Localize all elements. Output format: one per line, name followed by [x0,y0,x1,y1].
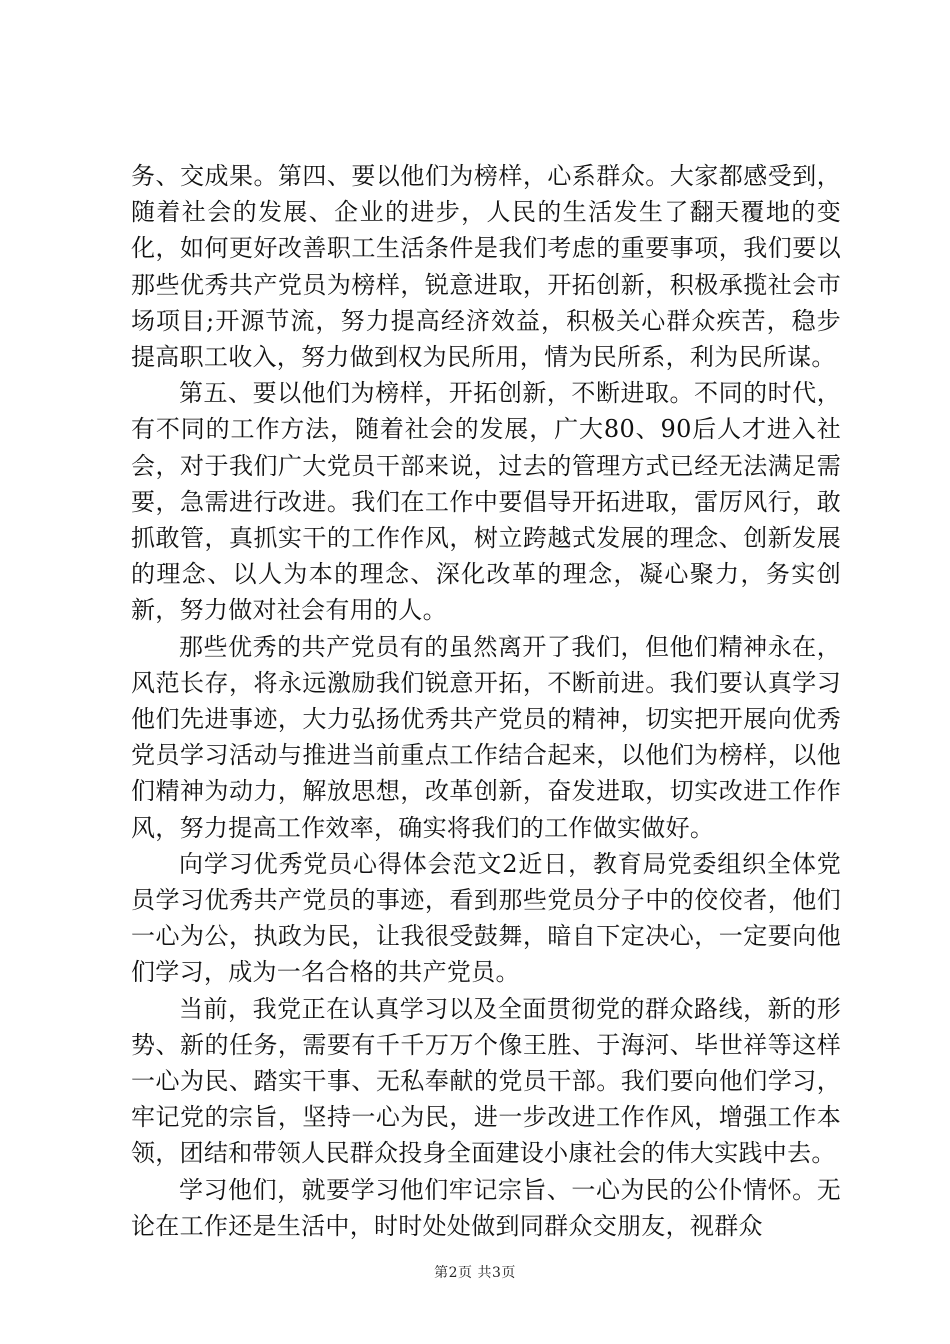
paragraph-3: 那些优秀的共产党员有的虽然离开了我们，但他们精神永在，风范长存，将永远激励我们锐意开拓，不断前进。我们要认真学习他们先进事迹，大力弘扬优秀共产党员的精神，切实把开展向优秀党员学习活动与推进当前重点工作结合起来，以他们为榜样，以他们精神为动力，解放思想，改革创新，奋发进取，切实改进工作作风，努力提高工作效率，确实将我们的工作做实做好。 [131,632,841,842]
paragraph-5: 当前，我党正在认真学习以及全面贯彻党的群众路线，新的形势、新的任务，需要有千千万万个像王胜、于海河、毕世祥等这样一心为民、踏实干事、无私奉献的党员干部。我们要向他们学习，牢记党的宗旨，坚持一心为民，进一步改进工作作风，增强工作本领，团结和带领人民群众投身全面建设小康社会的伟大实践中去。 [131,994,841,1168]
paragraph-4: 向学习优秀党员心得体会范文2近日，教育局党委组织全体党员学习优秀共产党员的事迹，看到那些党员分子中的佼佼者，他们一心为公，执政为民，让我很受鼓舞，暗自下定决心，一定要向他们学习，成为一名合格的共产党员。 [131,849,841,987]
paragraph-6: 学习他们，就要学习他们牢记宗旨、一心为民的公仆情怀。无论在工作还是生活中，时时处处做到同群众交朋友，视群众 [131,1175,841,1240]
paragraph-2: 第五、要以他们为榜样，开拓创新，不断进取。不同的时代，有不同的工作方法，随着社会的发展，广大80、90后人才进入社会，对于我们广大党员干部来说，过去的管理方式已经无法满足需要，急需进行改进。我们在工作中要倡导开拓进取，雷厉风行，敢抓敢管，真抓实干的工作作风，树立跨越式发展的理念、创新发展的理念、以人为本的理念、深化改革的理念，凝心聚力，务实创新，努力做对社会有用的人。 [131,379,841,625]
document-body [131,158,841,1244]
page-number-footer: 第2页 共3页 [434,1265,516,1281]
paragraph-1: 务、交成果。第四、要以他们为榜样，心系群众。大家都感受到，随着社会的发展、企业的进步，人民的生活发生了翻天覆地的变化，如何更好改善职工生活条件是我们考虑的重要事项，我们要以那些优秀共产党员为榜样，锐意进取，开拓创新，积极承揽社会市场项目;开源节流，努力提高经济效益，积极关心群众疾苦，稳步提高职工收入，努力做到权为民所用，情为民所系，利为民所谋。 [131,162,841,372]
